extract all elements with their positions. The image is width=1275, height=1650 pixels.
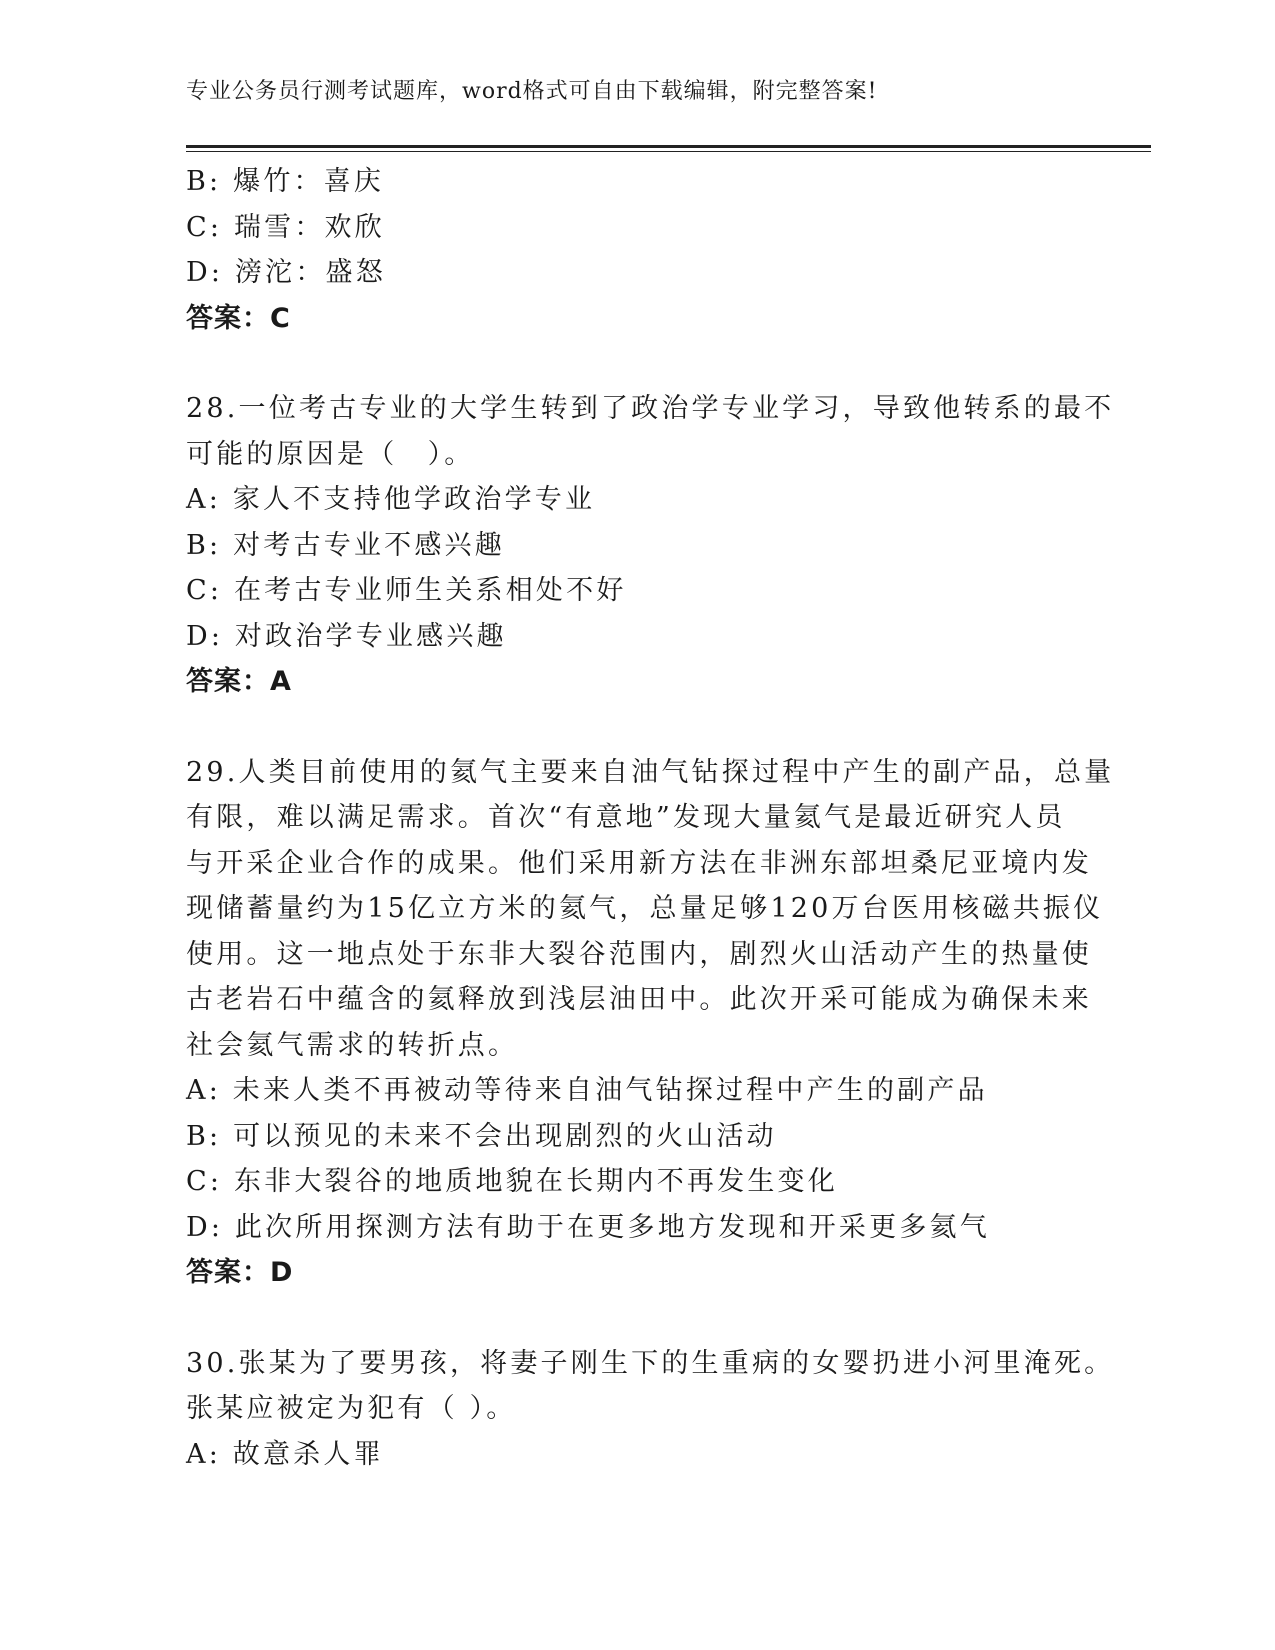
q30-stem-line-2: 张某应被定为犯有（ ）。 xyxy=(186,1393,517,1424)
question-30 xyxy=(186,1341,1115,1478)
q29-option-d: D: 此次所用探测方法有助于在更多地方发现和开采更多氦气 xyxy=(186,1211,990,1243)
header-rule-thick xyxy=(186,145,1151,148)
q28-answer: 答案：A xyxy=(186,666,292,697)
header-rule-thin xyxy=(186,151,1151,152)
q29-stem-line-7: 社会氦气需求的转折点。 xyxy=(186,1029,519,1061)
q27-option-c: C: 瑞雪：欢欣 xyxy=(186,211,385,243)
q29-stem-line-5: 使用。这一地点处于东非大裂谷范围内，剧烈火山活动产生的热量使 xyxy=(186,938,1092,970)
q30-option-a: A: 故意杀人罪 xyxy=(186,1438,384,1470)
q29-stem-line-1: 29.人类目前使用的氦气主要来自油气钻探过程中产生的副产品，总量 xyxy=(186,756,1115,788)
q29-stem-line-2: 有限，难以满足需求。首次“有意地”发现大量氦气是最近研究人员 xyxy=(186,802,1066,833)
q29-answer: 答案：D xyxy=(186,1257,294,1288)
q29-option-b: B: 可以预见的未来不会出现剧烈的火山活动 xyxy=(186,1120,777,1152)
q30-stem-line-1: 30.张某为了要男孩，将妻子刚生下的生重病的女婴扔进小河里淹死。 xyxy=(186,1347,1115,1379)
q28-option-b: B: 对考古专业不感兴趣 xyxy=(186,529,505,561)
q28-option-d: D: 对政治学专业感兴趣 xyxy=(186,620,507,652)
q29-stem-line-4: 现储蓄量约为15亿立方米的氦气，总量足够120万台医用核磁共振仪 xyxy=(186,893,1104,924)
q28-stem-line-1: 28.一位考古专业的大学生转到了政治学专业学习，导致他转系的最不 xyxy=(186,393,1115,424)
spacer xyxy=(186,341,1086,386)
q27-option-d: D: 滂沱：盛怒 xyxy=(186,257,386,288)
spacer xyxy=(186,1296,1086,1341)
q29-option-a: A: 未来人类不再被动等待来自油气钻探过程中产生的副产品 xyxy=(186,1075,988,1106)
question-28 xyxy=(186,386,1115,705)
q28-option-c: C: 在考古专业师生关系相处不好 xyxy=(186,575,627,606)
q28-stem-line-2: 可能的原因是（ ）。 xyxy=(186,438,475,470)
q29-option-c: C: 东非大裂谷的地质地貌在长期内不再发生变化 xyxy=(186,1166,838,1197)
spacer xyxy=(186,705,1086,750)
page-header: 专业公务员行测考试题库，word格式可自由下载编辑，附完整答案! xyxy=(186,79,878,104)
q29-stem-line-6: 古老岩石中蕴含的氦释放到浅层油田中。此次开采可能成为确保未来 xyxy=(186,984,1092,1015)
question-content xyxy=(186,159,1115,1477)
q27-answer: 答案：C xyxy=(186,302,291,334)
question-27 xyxy=(186,159,1086,341)
question-29 xyxy=(186,750,1115,1296)
q29-stem-line-3: 与开采企业合作的成果。他们采用新方法在非洲东部坦桑尼亚境内发 xyxy=(186,847,1092,879)
q28-option-a: A: 家人不支持他学政治学专业 xyxy=(186,484,596,515)
q27-option-b: B: 爆竹：喜庆 xyxy=(186,166,385,197)
